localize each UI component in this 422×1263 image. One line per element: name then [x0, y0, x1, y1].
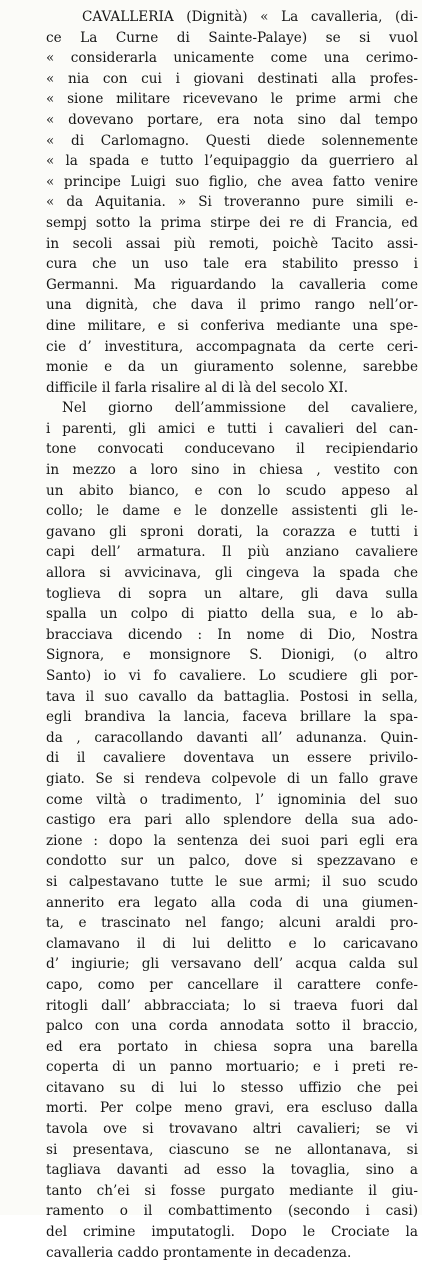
- text-line: « sione militare ricevevano le prime armi che: [46, 91, 418, 108]
- text-line: citavano su di lui lo stesso uffizio che pei: [46, 1079, 418, 1096]
- text-line: Santo) io vi fo cavaliere. Lo scudiere gli por-: [46, 668, 418, 684]
- text-line: si presentava, ciascuno se ne allontanava, si: [46, 1141, 418, 1158]
- text-line: tagliava davanti ad esso la tovaglia, sino a: [46, 1162, 418, 1179]
- text-line: CAVALLERIA (Dignità) « La cavalleria, (di-: [82, 9, 418, 25]
- text-line: « nia con cui i giovani destinati alla profes-: [46, 70, 418, 87]
- text-line: d’ ingiurie; gli versavano dell’ acqua calda sul: [46, 956, 418, 973]
- text-line: cura che un uso tale era stabilito presso i: [46, 256, 418, 273]
- text-line: « considerarla unicamente come una cerimo-: [46, 50, 418, 67]
- text-line: in mezzo a loro sino in chiesa , vestito con: [46, 462, 418, 479]
- text-line: spalla un colpo di piatto della sua, e lo ab-: [46, 606, 418, 623]
- text-line: tava il suo cavallo da battaglia. Postosi in sella,: [46, 688, 418, 705]
- text-line: zione : dopo la sentenza dei suoi pari egli era: [46, 832, 418, 849]
- text-line: « di Carlomagno. Questi diede solennemente: [46, 132, 418, 149]
- text-line: ritogli dall’ abbracciata; lo si traeva fuori dal: [46, 997, 418, 1014]
- text-line: ed era portato in chiesa sopra una barella: [46, 1038, 418, 1055]
- text-line: condotto sur un palco, dove si spezzavano e: [46, 853, 418, 870]
- text-line: da , caracollando davanti all’ adunanza. Quin-: [46, 729, 418, 746]
- text-line: come viltà o tradimento, l’ ignominia del suo: [46, 791, 418, 808]
- text-line: Signora, e monsignore S. Dionigi, (o altro: [46, 647, 418, 664]
- text-line: capo, como per cancellare il carattere confe-: [46, 976, 418, 993]
- text-line: i parenti, gli amici e tutti i cavalieri del can-: [46, 420, 418, 437]
- text-line: in secoli assai più remoti, poichè Tacito assi-: [46, 235, 418, 252]
- text-line: dine militare, e si conferiva mediante una spe-: [46, 317, 418, 334]
- text-line: allora si avvicinava, gli cingeva la spada che: [46, 565, 418, 582]
- text-line: giato. Se si rendeva colpevole di un fallo grave: [46, 770, 418, 787]
- text-line: morti. Per colpe meno gravi, era escluso dalla: [46, 1100, 418, 1117]
- text-line: ce La Curne di Sainte-Palaye) se si vuol: [46, 29, 418, 46]
- text-line: una dignità, che dava il primo rango nell’or-: [46, 297, 418, 314]
- text-line: « la spada e tutto l’equipaggio da guerriero al: [46, 153, 418, 170]
- article-column: [46, 7, 418, 1263]
- text-line: clamavano il di lui delitto e lo caricavano: [46, 935, 418, 952]
- text-line: ta, e trascinato nel fango; alcuni araldi pro-: [46, 915, 418, 932]
- text-line: tavola ove si trovavano altri cavalieri; se vi: [46, 1121, 418, 1138]
- text-line: del crimine imputatogli. Dopo le Crociate la: [46, 1224, 418, 1241]
- text-line: Nel giorno dell’ammissione del cavaliere,: [62, 400, 418, 417]
- text-line: « dovevano portare, era nota sino dal tempo: [46, 111, 418, 128]
- text-line: di il cavaliere doventava un essere privilo-: [46, 750, 418, 767]
- text-line: « da Aquitania. » Si troveranno pure simili e-: [46, 194, 418, 211]
- text-line: cavalleria caddo prontamente in decadenza.: [46, 1244, 352, 1261]
- text-line: cie d’ investitura, accompagnata da certe ceri-: [46, 338, 418, 355]
- text-line: capi dell’ armatura. Il più anziano cavaliere: [46, 544, 418, 561]
- text-line: tone convocati conducevano il recipiendario: [46, 441, 418, 458]
- text-line: gavano gli sproni dorati, la corazza e tutti i: [46, 523, 418, 540]
- text-line: toglieva di sopra un altare, gli dava sulla: [46, 585, 418, 602]
- text-line: difficile il farla risalire al di là del secolo XI.: [46, 379, 349, 396]
- text-line: collo; le dame e le donzelle assistenti gli le-: [46, 503, 418, 520]
- text-line: tanto ch’ei si fosse purgato mediante il giu-: [46, 1182, 418, 1199]
- text-line: palco con una corda annodata sotto il braccio,: [46, 1018, 418, 1035]
- text-line: sempj sotto la prima stirpe dei re di Francia, ed: [46, 214, 418, 231]
- text-line: Germanni. Ma riguardando la cavalleria come: [46, 276, 418, 293]
- text-line: si calpestavano tutte le sue armi; il suo scudo: [46, 873, 418, 890]
- text-line: coperta di un panno mortuario; e i preti re-: [46, 1059, 418, 1076]
- text-line: ramento o il combattimento (secondo i casi): [46, 1203, 418, 1220]
- text-line: castigo era pari allo splendore della sua ado-: [46, 812, 418, 829]
- text-line: annerito era legato alla coda di una giumen-: [46, 894, 418, 911]
- text-line: bracciava dicendo : In nome di Dio, Nostra: [46, 626, 418, 643]
- text-line: monie e da un giuramento solenne, sarebbe: [46, 359, 418, 376]
- text-line: un abito bianco, e con lo scudo appeso al: [46, 482, 418, 499]
- text-line: egli brandiva la lancia, faceva brillare la spa-: [46, 709, 418, 726]
- text-line: « principe Luigi suo figlio, che avea fatto venire: [46, 173, 418, 190]
